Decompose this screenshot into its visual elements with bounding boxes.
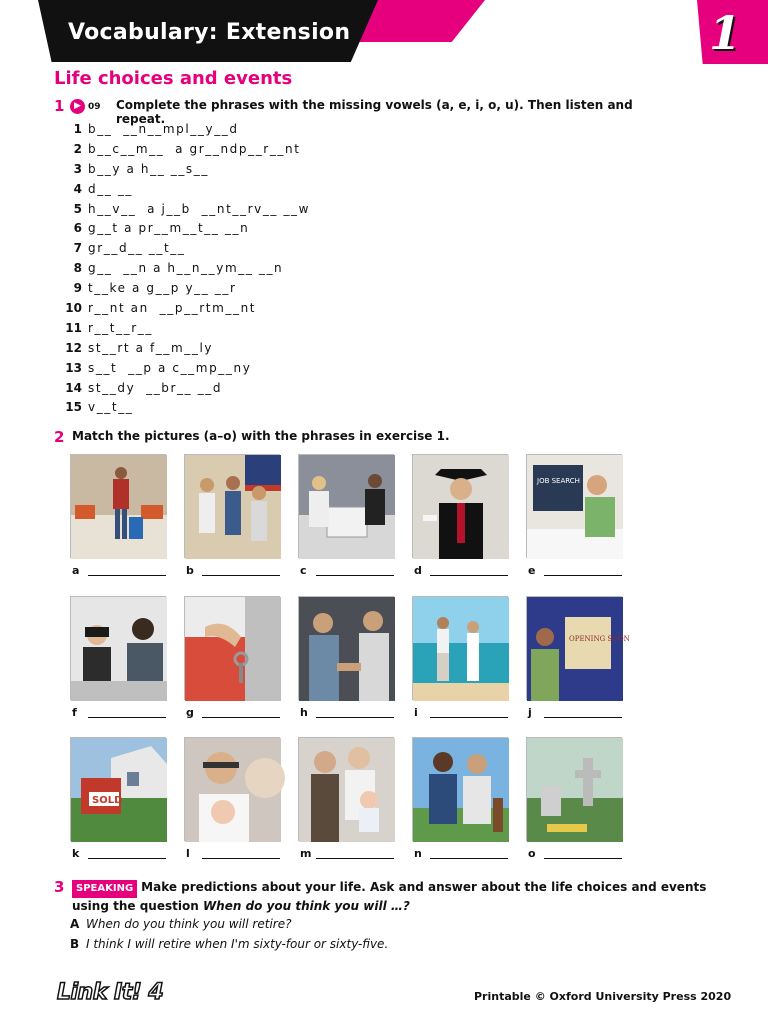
audio-track-button[interactable] <box>70 99 101 114</box>
phrase-item <box>62 218 462 238</box>
answer-line[interactable] <box>88 858 166 859</box>
phrase-text: r__t__r__ <box>88 320 153 335</box>
picture-label: l <box>186 847 190 860</box>
link-it-logo <box>55 978 205 1004</box>
phrase-number: 14 <box>65 380 82 395</box>
picture-label: d <box>414 564 422 577</box>
picture-item <box>184 596 280 719</box>
picture-item <box>412 454 508 577</box>
phrase-text: st__dy __br__ __d <box>88 380 223 395</box>
section-title: Life choices and events <box>54 68 293 89</box>
phrase-number: 7 <box>73 241 82 256</box>
job-search-laptop-photo <box>526 454 622 558</box>
job-interview-photo <box>70 596 166 700</box>
older-couple-golf-photo <box>412 737 508 841</box>
opening-soon-sign-photo <box>526 596 630 700</box>
phrase-number: 11 <box>65 320 82 335</box>
phrase-item <box>62 298 462 318</box>
phrase-item <box>62 278 462 298</box>
sold-sign: SOLD <box>92 795 123 806</box>
picture-label: c <box>300 564 307 577</box>
phrase-number: 15 <box>65 400 82 415</box>
picture-label: i <box>414 706 418 719</box>
page-title: Vocabulary: Extension <box>68 20 351 45</box>
picture-label: j <box>528 706 532 719</box>
answer-line[interactable] <box>544 717 622 718</box>
graduate-cap-gown-photo <box>412 454 508 558</box>
picture-label: f <box>72 706 77 719</box>
dialogue-b-text: I think I will retire when I'm sixty-four or sixty-five. <box>86 937 389 951</box>
traveller-with-suitcase-photo <box>70 454 166 558</box>
unit-number: 1 <box>708 6 741 60</box>
picture-item <box>70 596 166 719</box>
house-keys-photo <box>184 596 280 700</box>
picture-item <box>298 737 394 860</box>
picture-label: n <box>414 847 422 860</box>
exercise-3-instruction-line2: using the question <box>72 899 203 913</box>
phrase-list <box>62 119 462 417</box>
phrase-text: t__ke a g__p y__ __r <box>88 281 237 296</box>
phrase-number: 4 <box>73 181 82 196</box>
phrase-text: g__t a pr__m__t__ __n <box>88 221 250 236</box>
exercise-2-instruction: Match the pictures (a–o) with the phrases in exercise 1. <box>72 429 450 443</box>
phrase-number: 1 <box>73 121 82 136</box>
speaking-badge: SPEAKING <box>72 880 137 898</box>
speaker-a: A <box>70 917 80 931</box>
picture-grid <box>70 454 630 864</box>
copyright-notice: Printable © Oxford University Press 2020 <box>474 990 732 1003</box>
exercise-1-instruction: Complete the phrases with the missing vowels (a, e, i, o, u). Then listen and repeat. <box>116 98 633 126</box>
phrase-text: gr__d__ __t__ <box>88 241 186 256</box>
grandparents-with-baby-photo <box>298 737 394 841</box>
dialogue-a-text: When do you think you will retire? <box>86 917 292 931</box>
phrase-number: 3 <box>73 161 82 176</box>
phrase-text: h__v__ a j__b __nt__rv__ __w <box>88 201 311 216</box>
phrase-item <box>62 318 462 338</box>
exercise-3-number: 3 <box>54 878 65 896</box>
phrase-text: b__c__m__ a gr__ndp__r__nt <box>88 141 301 156</box>
phrase-text: g__ __n a h__n__ym__ __n <box>88 261 284 276</box>
answer-line[interactable] <box>430 575 508 576</box>
phrase-text: r__nt an __p__rtm__nt <box>88 300 257 315</box>
couple-on-beach-photo <box>412 596 508 700</box>
answer-line[interactable] <box>430 717 508 718</box>
answer-line[interactable] <box>544 858 622 859</box>
picture-item <box>184 737 280 860</box>
picture-label: a <box>72 564 80 577</box>
phrase-number: 8 <box>73 261 82 276</box>
phrase-item <box>62 258 462 278</box>
phrase-text: b__y a h__ __s__ <box>88 161 209 176</box>
opening-soon-sign: OPENING SOON <box>569 635 630 643</box>
phrase-number: 10 <box>65 300 82 315</box>
exercise-3-instruction-line1: Make predictions about your life. Ask and answer about the life choices and events <box>141 880 707 894</box>
speaker-icon: ▶ <box>70 99 85 114</box>
answer-line[interactable] <box>316 858 394 859</box>
dialogue-line-b <box>70 937 388 951</box>
answer-line[interactable] <box>430 858 508 859</box>
picture-label: m <box>300 847 312 860</box>
phrase-text: v__t__ <box>88 400 134 415</box>
picture-label: e <box>528 564 536 577</box>
picture-item <box>526 596 630 719</box>
answer-line[interactable] <box>88 575 166 576</box>
phrase-text: st__rt a f__m__ly <box>88 340 214 355</box>
answer-line[interactable] <box>316 575 394 576</box>
family-celebration-photo <box>184 454 280 558</box>
job-search-sign: JOB SEARCH <box>537 477 580 485</box>
phrase-text: s__t __p a c__mp__ny <box>88 360 252 375</box>
picture-item <box>526 737 622 860</box>
picture-label: k <box>72 847 80 860</box>
picture-item <box>298 454 394 577</box>
phrase-item <box>62 179 462 199</box>
answer-line[interactable] <box>544 575 622 576</box>
picture-item <box>184 454 280 577</box>
phrase-text: d__ __ <box>88 181 134 196</box>
picture-label: b <box>186 564 194 577</box>
exercise-2-number: 2 <box>54 428 65 446</box>
cemetery-photo <box>526 737 622 841</box>
audio-track-number: 09 <box>88 101 101 112</box>
speaker-b: B <box>70 937 80 951</box>
phrase-text: b__ __n__mpl__y__d <box>88 121 239 136</box>
phrase-number: 2 <box>73 141 82 156</box>
answer-line[interactable] <box>202 858 280 859</box>
phrase-item <box>62 397 462 417</box>
answer-line[interactable] <box>202 717 280 718</box>
phrase-item <box>62 199 462 219</box>
picture-label: o <box>528 847 536 860</box>
phrase-item <box>62 358 462 378</box>
picture-label: h <box>300 706 308 719</box>
exercise-1-number: 1 <box>54 97 65 115</box>
picture-item <box>70 454 166 577</box>
phrase-number: 13 <box>65 360 82 375</box>
picture-item <box>412 596 508 719</box>
business-handshake-photo <box>298 596 394 700</box>
picture-item <box>298 596 394 719</box>
phrase-item <box>62 238 462 258</box>
picture-label: g <box>186 706 194 719</box>
dialogue-line-a <box>70 917 291 931</box>
phrase-item <box>62 378 462 398</box>
phrase-item <box>62 119 462 139</box>
picture-item <box>412 737 508 860</box>
picture-item <box>70 737 166 860</box>
phrase-item <box>62 338 462 358</box>
phrase-number: 5 <box>73 201 82 216</box>
phrase-number: 12 <box>65 340 82 355</box>
exercise-3-question: When do you think you will …? <box>202 899 410 913</box>
picture-item <box>526 454 622 577</box>
phrase-item <box>62 159 462 179</box>
voting-ballot-box-photo <box>298 454 394 558</box>
answer-line[interactable] <box>88 717 166 718</box>
newborn-baby-photo <box>184 737 280 841</box>
logo-text: Link It! 4 <box>57 980 164 1005</box>
phrase-item <box>62 139 462 159</box>
answer-line[interactable] <box>316 717 394 718</box>
phrase-number: 9 <box>73 281 82 296</box>
house-sold-sign-photo <box>70 737 166 841</box>
phrase-number: 6 <box>73 221 82 236</box>
exercise-3-instruction <box>72 879 722 914</box>
answer-line[interactable] <box>202 575 280 576</box>
